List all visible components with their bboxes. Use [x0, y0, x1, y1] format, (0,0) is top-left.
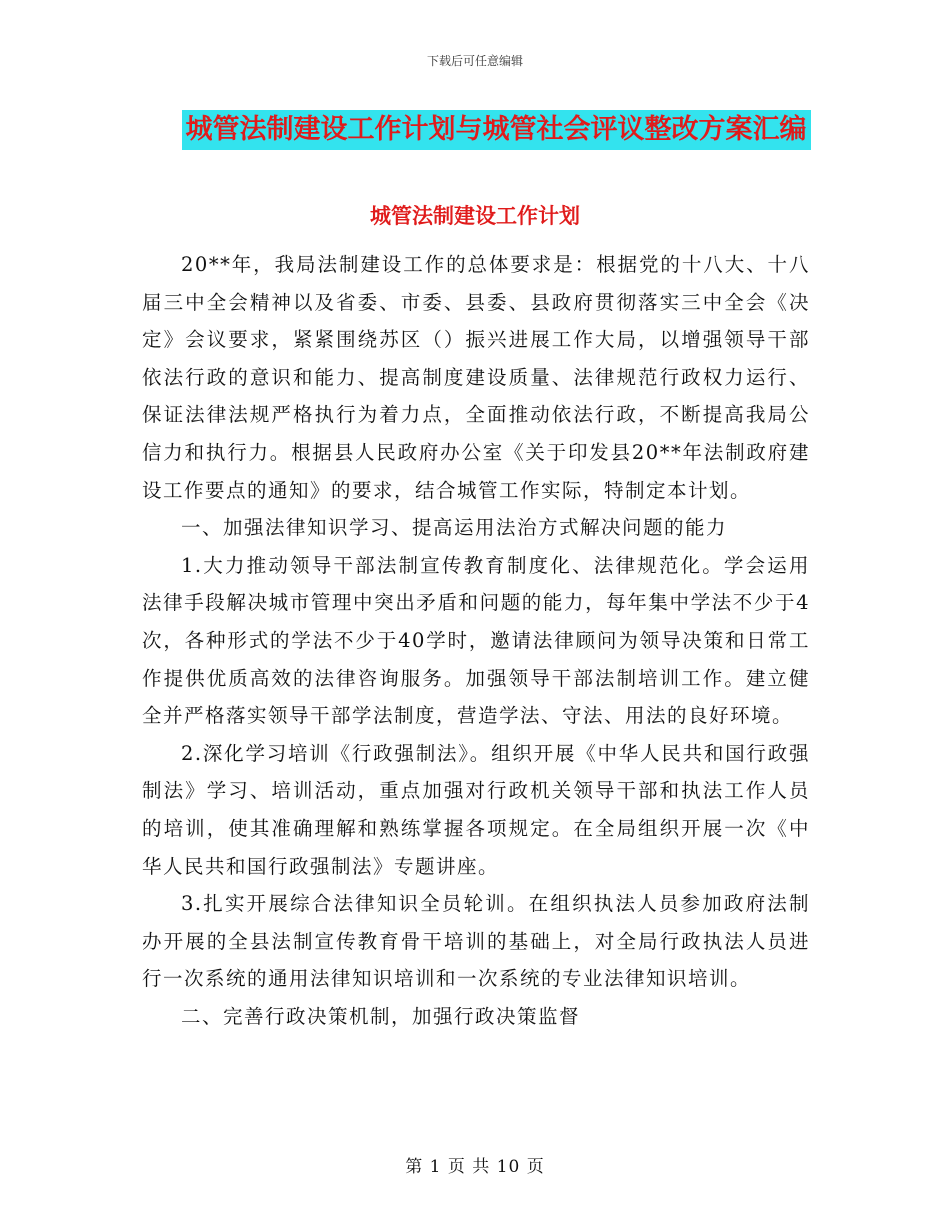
document-body [142, 246, 810, 1035]
main-title: 城管法制建设工作计划与城管社会评议整改方案汇编 [182, 110, 811, 150]
paragraph-item-3: 3.扎实开展综合法律知识全员轮训。在组织执法人员参加政府法制办开展的全县法制宣传教育骨干培训的基础上，对全局行政执法人员进行一次系统的通用法律知识培训和一次系统的专业法律知识培训。 [142, 892, 810, 991]
header-note: 下载后可任意编辑 [426, 54, 523, 68]
heading-one: 一、加强法律知识学习、提高运用法治方式解决问题的能力 [181, 516, 728, 540]
heading-two: 二、完善行政决策机制，加强行政决策监督 [181, 1004, 581, 1028]
paragraph-item-2: 2.深化学习培训《行政强制法》。组织开展《中华人民共和国行政强制法》学习、培训活动，重点加强对行政机关领导干部和执法工作人员的培训，使其准确理解和熟练掌握各项规定。在全局组织开展一次《中华人民共和国行政强制法》专题讲座。 [142, 741, 810, 878]
section-title: 城管法制建设工作计划 [370, 204, 580, 228]
main-title-container [0, 110, 950, 150]
page-footer: 第 1 页 共 10 页 [405, 1157, 545, 1177]
paragraph-intro: 20**年，我局法制建设工作的总体要求是：根据党的十八大、十八届三中全会精神以及省委、市委、县委、县政府贯彻落实三中全会《决定》会议要求，紧紧围绕苏区（）振兴进展工作大局，以增强领导干部依法行政的意识和能力、提高制度建设质量、法律规范行政权力运行、保证法律法规严格执行为着力点，全面推动依法行政，不断提高我局公信力和执行力。根据县人民政府办公室《关于印发县20**年法制政府建设工作要点的通知》的要求，结合城管工作实际，特制定本计划。 [142, 253, 810, 502]
paragraph-item-1: 1.大力推动领导干部法制宣传教育制度化、法律规范化。学会运用法律手段解决城市管理中突出矛盾和问题的能力，每年集中学法不少于4次，各种形式的学法不少于40学时，邀请法律顾问为领导决策和日常工作提供优质高效的法律咨询服务。加强领导干部法制培训工作。建立健全并严格落实领导干部学法制度，营造学法、守法、用法的良好环境。 [142, 553, 810, 728]
